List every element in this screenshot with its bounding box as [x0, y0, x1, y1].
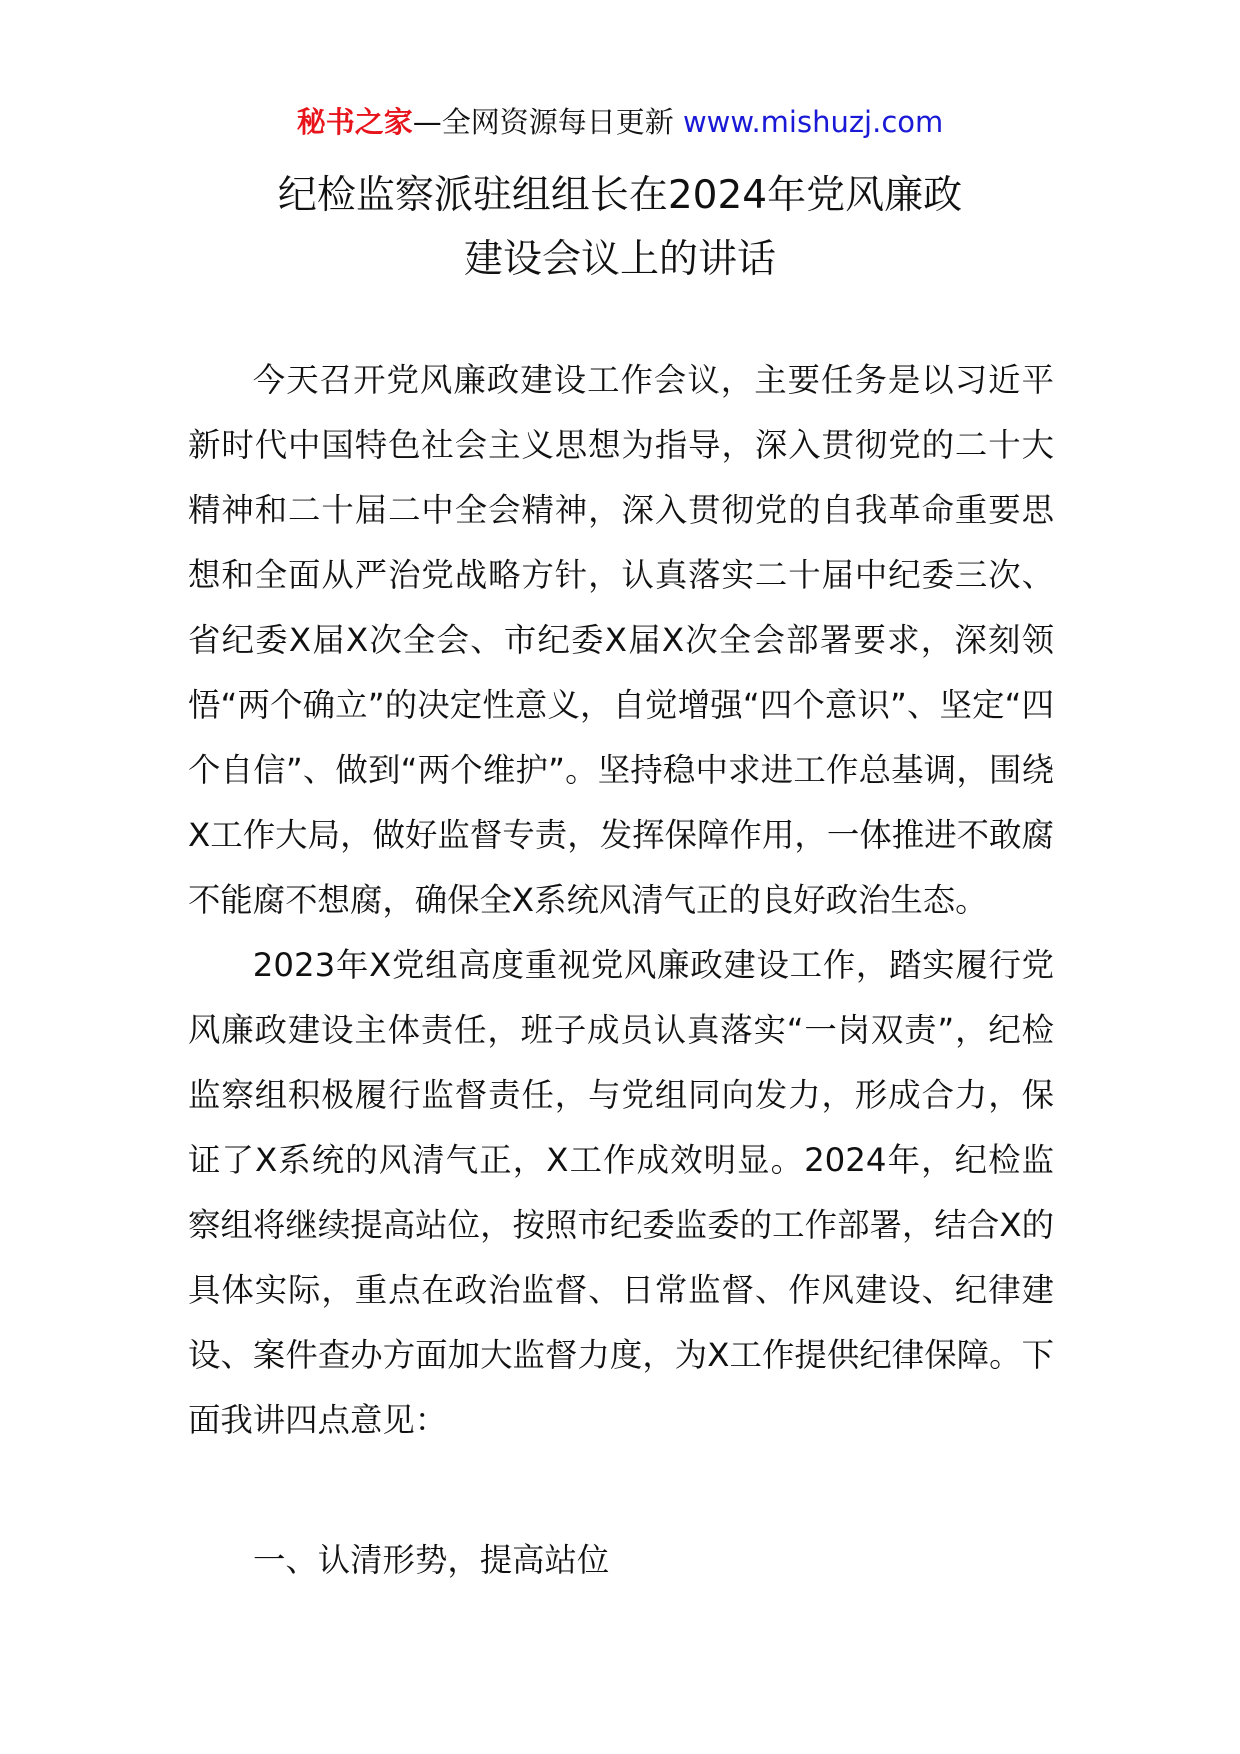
- document-body: [188, 348, 1054, 1453]
- site-header: [0, 102, 1240, 142]
- title-line-2: 建设会议上的讲话: [463, 237, 776, 282]
- brand-name: 秘书之家: [296, 105, 413, 139]
- document-title: [0, 164, 1240, 292]
- paragraph: 2023年X党组高度重视党风廉政建设工作，踏实履行党风廉政建设主体责任，班子成员认真落实“一岗双责”，纪检监察组积极履行监督责任，与党组同向发力，形成合力，保证了X系统的风清气正，X工作成效明显。2024年，纪检监察组将继续提高站位，按照市纪委监委的工作部署，结合X的具体实际，重点在政治监督、日常监督、作风建设、纪律建设、案件查办方面加大监督力度，为X工作提供纪律保障。下面我讲四点意见：: [188, 946, 1054, 1439]
- header-tagline: —全网资源每日更新: [412, 105, 674, 139]
- title-line-1: 纪检监察派驻组组长在2024年党风廉政: [277, 173, 963, 218]
- section-heading: 一、认清形势，提高站位: [253, 1541, 610, 1579]
- paragraph: 今天召开党风廉政建设工作会议，主要任务是以习近平新时代中国特色社会主义思想为指导，深入贯彻党的二十大精神和二十届二中全会精神，深入贯彻党的自我革命重要思想和全面从严治党战略方针，认真落实二十届中纪委三次、省纪委X届X次全会、市纪委X届X次全会部署要求，深刻领悟“两个确立”的决定性意义，自觉增强“四个意识”、坚定“四个自信”、做到“两个维护”。坚持稳中求进工作总基调，围绕X工作大局，做好监督专责，发挥保障作用，一体推进不敢腐不能腐不想腐，确保全X系统风清气正的良好政治生态。: [188, 361, 1054, 919]
- site-link[interactable]: www.mishuzj.com: [682, 105, 944, 139]
